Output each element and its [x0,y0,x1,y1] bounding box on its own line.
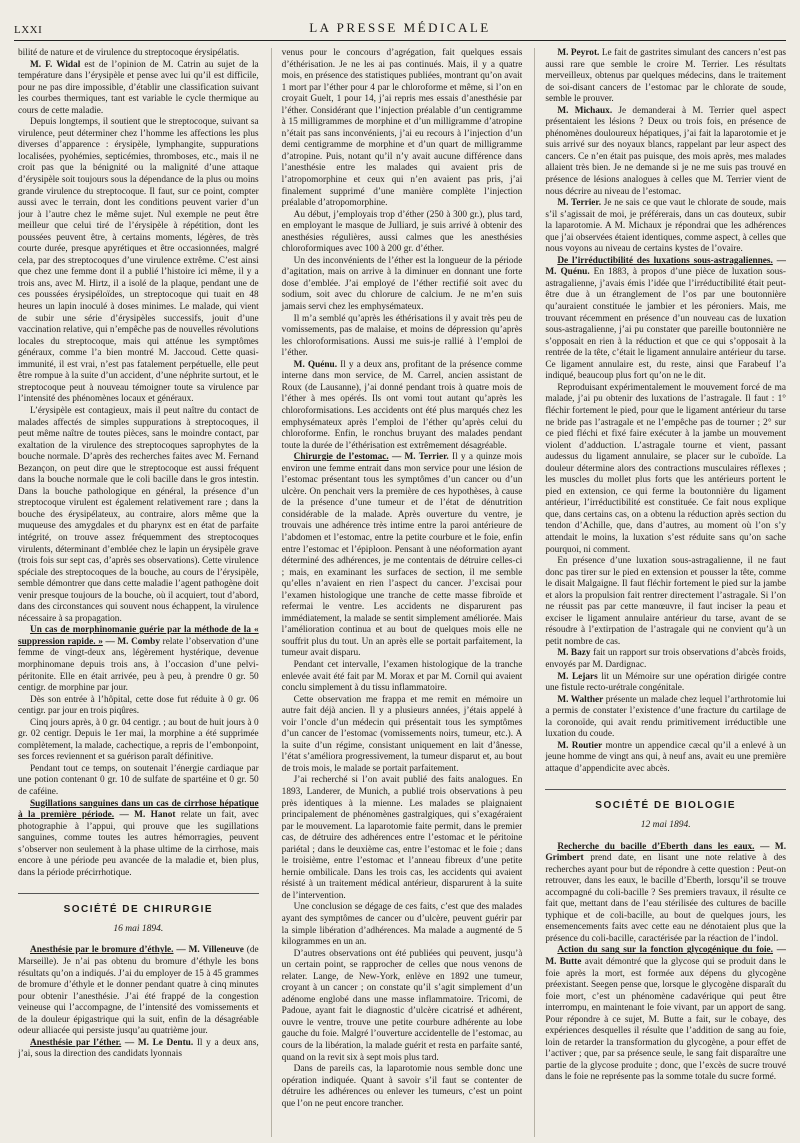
paragraph [545,741,786,776]
speaker-name: M. Lejars [557,671,598,682]
paragraph-text: Je ne sais ce que vaut le chlorate de soude, mais s’il s’agissait de moi, je préférerais, dans un cas douteux, subir la laparotomie. A M. Michaux je répondrai que les adhérences que j’ai observées étaient identiques, comme aspect, à celles que nous voyons au niveau de certains kystes de l’ovaire. [545,198,787,255]
speaker-name: M. F. Widal [30,59,81,70]
paragraph: En présence d’une luxation sous-astragalienne, il ne faut donc pas tirer sur le pied en extension et pousser la tête, comme le disait Malgaigne. Il faut fléchir fortement le pied sur la jambe et alors la propulsion fait rentrer directement l’astragale. Si l’on ne réussit pas par cette manœuvre, il faut inciser la peau et exciser le ligament annulaire antérieur du tarse, avant de se résoudre à l’extirpation de l’astragale qui ne convient qu’à un petit nombre de cas. [545,556,787,647]
paragraph-text: Il y a deux ans, profitant de la présence comme interne dans mon service, de M. Carrel, ancien assistant de Roux (de Lausanne), j’ai donné pendant trois à quatre mois de l’éther à mes opérés. Ils ont vomi tout autant qu’après les chloroformisations. Les accidents ont été plus marqués chez les emphysémateux après l’emploi de l’éther qu’après celui du chloroforme. Enfin, le ronchus bruyant des malades pendant toute la durée de l’éthérisation est extrêmement désagréable. [281,359,523,451]
paragraph [545,106,786,198]
paragraph: D’autres observations ont été publiées qui peuvent, jusqu’à un certain point, se rapprocher de celles que nous venons de relater. Lange, de New-York, enlève en 1892 une tumeur, croyant à un cancer ; on constate qu’il s’agit simplement d’un adénome englobé dans une masse inflammatoire. Tricomi, de Padoue, ayant fait le diagnostic d’ulcère cicatrisé et adhérent, ouvre le ventre, trouve une petite courbure adhérente au lobe gauche du foie. Malgré l’ouverture accidentelle de l’estomac, au cours de la libération, la malade guérit et resta en parfaite santé, quand on la revit six à sept mois plus tard. [281,948,523,1063]
heading-author: — M. Quénu. [545,255,787,278]
paragraph: J’ai recherché si l’on avait publié des faits analogues. En 1893, Landerer, de Munich, a publié trois observations à peu près identiques à la mienne. Les malades se plaignaient principalement de phénomènes gastralgiques, qui s’exagéraient par le mouvement. La laparotomie faite permit, dans le premier cas, de détruire des adhérences entre l’estomac et le péritoine pariétal ; dans le deuxième cas, entre l’estomac et le foie ; dans le troisième, entre l’estomac et l’anneau fibreux d’une petite hernie ombilicale. Dans les trois cas, les accidents qui avaient résisté à un traitement médical antérieur, disparurent à la suite de l’intervention. [281,775,523,901]
article-heading [18,799,259,880]
paragraph: Un des inconvénients de l’éther est la longueur de la période d’agitation, mais on arrive à la diminuer en donnant une forte dose d’emblée. J’ai employé de l’éther rectifié soit avec du sodium, soit avec du chlorure de calcium. Je ne m’en suis jamais servi chez les emphysémateux. [281,255,523,313]
page-number: LXXI [14,24,43,36]
paragraph-text: relate l’observation d’une femme de vingt-deux ans, légèrement hystérique, devenue morphinomane depuis trois ans, à l’occasion d’une pelvi-péritonite. Elle en était arrivée, peu à peu, à prendre 0 gr. 50 centigr. de morphine par jour. [18,636,259,694]
heading-text: Action du sang sur la fonction glycogénique du foie. [557,945,774,956]
paragraph-text: prend date, en lisant une note relative à des recherches ayant pour but de répondre à cette question : Peut-on retrouver, dans les eaux, le bacille d’Eberth, lorsqu’il se trouve accompagné du coli-bacille ? Ses premiers travaux, il résulte ce fait que, mettant dans de l’eau stérilisée des cultures de bacille typhique et de coli-bacille, au bout de quelques jours, les ensemencements faits avec cette eau ne dénotaient plus que la présence du coli-bacille, caractérisée par la réaction de l’indol. [545,853,787,944]
column-3 [534,48,786,1137]
heading-text: Chirurgie de l’estomac. [293,452,389,463]
heading-author: — M. Hanot [119,810,176,821]
paragraph [282,360,523,452]
paragraph-text: est de l’opinion de M. Catrin au sujet de la température dans l’érysipèle et pense avec lui qu’il est difficile, pour ne pas dire impossible, d’établir une classification suivant les courbes thermiques, tant est variable le cycle thermique au cours de cette maladie. [18,59,259,116]
paragraph: Pendant cet intervalle, l’examen histologique de la tranche enlevée avait été fait par M. Morax et par M. Cornil qui avaient conclu simplement à du tissu inflammatoire. [281,659,523,694]
paragraph: Pendant tout ce temps, on soutenait l’énergie cardiaque par une potion contenant 0 gr. 10 de sulfate de spartéine et 0 gr. 50 de caféine. [18,763,259,797]
speaker-name: M. Peyrot. [557,48,600,58]
paragraph: L’érysipèle est contagieux, mais il peut naître du contact de malades affectés de simples suppurations à streptocoques, il peut même naître de toutes pièces, sans le moindre contact, par exaltation de la virulence des streptocoques saprophytes de la bouche normale. D’après des recherches faites avec M. Fernand Bezançon, on peut dire que le streptocoque est aussi fréquent dans la bouche normale que le coli bacille dans le gros intestin. Dans la bouche pathologique en général, la présence d’un streptocoque virulent est également relativement rare ; dans la bouche des érysipélateux, au contraire, alors même que la muqueuse des amygdales et du pharynx est en état de parfaite intégrité, on trouve assez fréquemment des streptocoques virulents, déterminant d’emblée chez le lapin un érysipèle grave (trois fois sur sept cas, d’après ses observations). Cette virulence spéciale des streptocoques de la bouche, au cours de l’érysipèle, semble démontrer que dans cette maladie l’agent pathogène doit venir presque toujours de la bouche, où il acquiert, tout d’abord, dans des circonstances qui souvent nous échappent, la virulence nécessaire à sa propagation. [18,405,259,624]
column-1 [18,48,259,1137]
paragraph: Cinq jours après, à 0 gr. 04 centigr. ; au bout de huit jours à 0 gr. 02 centigr. Depuis le 1er mai, la morphine a été supprimée complètement, la malade, cachectique, a repris de l’embonpoint, ses forces reviennent et sa guérison paraît définitive. [18,717,259,763]
heading-author: — M. Comby [105,636,160,647]
speaker-name: M. Terrier. [557,198,602,209]
article-heading [545,842,786,946]
heading-text: Anesthésie par le bromure d’éthyle. [30,945,174,956]
heading-author: — M. Terrier. [391,452,449,463]
heading-text: Recherche du bacille d’Eberth dans les eaux. [557,841,755,852]
heading-text: De l’irréductibilité des luxations sous-astragaliennes. [557,255,773,266]
paragraph-text: (de Marseille). Je n’ai pas obtenu du bromure d’éthyle les bons résultats qu’on a indiqués. J’ai du employer de 15 à 45 grammes de bromure d’éthyle et le donner pendant quatre à cinq minutes pour obtenir l’anesthésie. J’ai été frappé de la congestion veineuse qui l’accompagne, de l’intensité des vomissements et de la douleur épigastrique qui la suit, enfin de la désagréable odeur alliacée qui persiste jusqu’au quatrième jour. [18,945,259,1037]
paragraph: Dans de pareils cas, la laparotomie nous semble donc une opération indiquée. Quant à savoir s’il faut se contenter de détruire les adhérences ou enlever les tumeurs, c’est un point que l’on ne peut encore trancher. [281,1064,523,1109]
paragraph-text: Le fait de gastrites simulant des cancers n’est pas aussi rare que semble le croire M. Terrier. Les résultats merveilleux, obtenus par quelques médecins, dans le traitement de soi-disant cancers de l’estomac par le chlorate de soude, semble le prouver. [545,48,787,105]
heading-text: Anesthésie par l’éther. [30,1037,122,1048]
paragraph [545,48,786,106]
paragraph: Cette observation me frappa et me remit en mémoire un autre fait déjà ancien. Il y a plusieurs années, j’étais appelé à voir l’oncle d’un médecin qui présentait tous les symptômes d’un cancer de l’estomac (vomissements noirs, tumeur, etc.). A la suite d’un régime, consistant uniquement en lait d’ânesse, l’état s’améliora progressivement, la tumeur disparut et, au bout de trois mois, le malade se portait parfaitement. [281,694,523,774]
paragraph [545,672,786,695]
paragraph-text: lit un Mémoire sur une opération dirigée contre une fistule recto-urétrale congénitale. [545,671,787,694]
paragraph: Depuis longtemps, il soutient que le streptocoque, suivant sa virulence, peut déterminer chez l’homme les affections les plus diverses d’apparence : érysipèle, lymphangite, suppurations localisées, pyohémies, septicémies, thromboses, etc., mais il ne croit pas que la bénignité ou la malignité d’une attaque d’érysipèle soit toujours sous la dépendance de la plus ou moins grande virulence du streptocoque. Il faut, sur ce point, compter aussi avec le terrain, dont les conditions peuvent varier d’un jour à l’autre chez le même sujet. Nul exemple ne peut être meilleur que celui tiré de l’érysipèle à répétition, dont les poussées peuvent être, à certains moments, légères, de très courte durée, presque apyrétiques et être occasionnées, malgré cela, par des streptocoques d’une virulence extrême. C’est ainsi que chez une femme dont il a publié l’histoire ici même, il y a trois ans, avec M. Hirtz, il a isolé de la plaque, pendant une de ces poussées érysipéloïdes, un streptocoque qui tuait en 48 heures un lapin inoculé à doses minimes. Le malade, qui vient de subir une série d’érysipèles successifs, jouit d’une vaccination relative, qui n’empêche pas de nouvelles révolutions locales du streptocoque, mais qui atténue les symptômes généraux, comme l’a bien montré M. Jaccoud. Cette quasi-immunité, il est vrai, n’est pas fatalement perpétuelle, elle peut être rompue à la suite d’un accident, d’une néphrite surtout, et le streptocoque peut à nouveau témoigner toute sa virulence par l’intensité des phénomènes locaux et généraux. [18,117,259,405]
heading-text: Sugillations sanguines dans un cas de cirrhose hépatique à la première période. [18,798,259,821]
paragraph: Au début, j’employais trop d’éther (250 à 300 gr.), plus tard, en employant le masque de Julliard, je suis arrivé à obtenir des anesthésies régulières, aussi calmes que les anesthésies chloroformiques avec 100 à 200 gr. d’éther. [281,209,523,255]
paragraph: Reproduisant expérimentalement le mouvement forcé de ma malade, j’ai pu obtenir des luxations de l’astragale. Il faut : 1° fléchir fortement le pied, pour que le ligament antérieur du tarse ne bride pas l’astragale et ne l’empêche pas de tourner ; 2° sur ce pied fléchi et fixé faire exécuter à la jambe un mouvement violent d’adduction. L’astragale tourne et vient, passant audessus du ligament annulaire, se placer sur le cuboïde. La douleur détermine alors des contractions musculaires réflexes ; les muscles du mollet plus forts que les antérieurs portent le pied en extension, ce qui ferme la boutonnière du ligament antérieur, l’irréductibilité est constituée. Ce fait nous explique que, dans certains cas, on a obtenu la réduction après section du tendon d’Achille, que, dans d’autres, au moment où l’on s’y attendait le moins, la luxation s’est réduite sans qu’on sache pourquoi, ni comment. [545,382,787,555]
column-2 [271,48,523,1137]
journal-title: LA PRESSE MÉDICALE [309,20,491,35]
section-title: SOCIÉTÉ DE BIOLOGIE [545,789,786,812]
paragraph-text: Il y a deux ans, j’ai, sous la direction des candidats lyonnais [18,1037,259,1060]
paragraph-text: avait démontré que la glycose qui se produit dans le foie après la mort, est formée aux dépens du glycogène préexistant. Seegen pense que, lorsque le glycogène disparaît du foie mort, c’est un phénomène cadavérique qui peut être interrompu, en maintenant le foie vivant, par un apport de sang. Pour répondre à ce sujet, M. Butte a fait, sur le cobaye, des expériences desquelles il résulte que l’addition de sang au foie, loin de retarder la transformation du glycogène, a pour effet de l’activer ; que, par sa présence seule, le sang fait disparaître une partie de la glycose produite ; donc, que l’excès de sucre trouvé dans le foie ne représente pas la somme totale du sucre formé. [545,957,787,1083]
article-heading [282,452,523,660]
paragraph-text: montre un appendice cæcal qu’il a enlevé à un jeune homme de vingt ans qui, à neuf ans, avait eu une première attaque d’appendicite avec abcès. [545,740,787,774]
paragraph-text: Je demanderai à M. Terrier quel aspect présentaient les lésions ? Deux ou trois fois, en présence de phénomènes douloureux hépatiques, j’ai fait la laparotomie et je suis arrivé sur des noyaux blancs, rappelant par leur aspect des cancers. Ce n’en était pas puisque, des mois après, mes malades allaient très bien. Je ne demande si je ne me suis pas trouvé en présence de lésions analogues à celles que M. Terrier vient de nous décrire au niveau de l’estomac. [545,105,787,197]
columns [18,48,786,1137]
heading-author: — M. Butte [545,945,787,968]
article-heading [545,945,786,1084]
paragraph-text: relate un fait, avec photographie à l’appui, qui prouve que les sugillations sanguines, comme toutes les autres hémorragies, peuvent s’observer non seulement à la phase ultime de la cirrhose, mais encore à une période peu avancée de la maladie et, bien plus, dans la période précirrhotique. [18,810,259,878]
speaker-name: M. Walther [557,694,604,705]
section-date: 16 mai 1894. [113,923,164,934]
paragraph [545,695,786,741]
heading-author: — M. Le Dentu. [124,1037,194,1048]
paragraph [18,60,259,118]
heading-author: — M. Villeneuve [176,945,244,956]
heading-text: Un cas de morphinomanie guérie par la méthode de la « suppression rapide. » [18,625,259,647]
speaker-name: M. Routier [557,740,603,751]
paragraph: Il m’a semblé qu’après les éthérisations il y avait très peu de vomissements, pas de malaise, et moins de dépression qu’après les chloroformisations. Aussi me suis-je rallié à l’emploi de l’éther. [281,313,523,359]
paragraph-text: Il y a quinze mois environ une femme entrait dans mon service pour une lésion de l’estomac présentant tous les symptômes d’un cancer ou d’un ulcère. On penchait vers la première de ces hypothèses, à cause de la présence d’une tumeur et de l’état de dénutrition considérable de la malade. Après ouverture du ventre, je trouvais une adhérence très intime entre la paroi antérieure de l’abdomen et l’estomac, entre la petite courbure et le foie, enfin entre l’estomac et l’épiploon. Pensant à une néoformation ayant déterminé des adhérences, je me contentais de détruire celles-ci ; mais, en examinant les surfaces de section, il me semble qu’elles n’avaient en rien l’aspect du cancer. J’excisai pour l’examen histologique une tranche de cette masse fibroïde et refermai le ventre. Les accidents ne disparurent pas immédiatement, la malade se sentit simplement améliorée. Mais l’amélioration continua et au bout de quelques mois elle ne souffrit plus du tout. Un an après elle se portait parfaitement, la tumeur avait disparu. [281,452,523,659]
paragraph [545,648,786,671]
section-date: 12 mai 1894. [640,820,691,830]
article-heading [18,625,259,694]
paragraph-text: fait un rapport sur trois observations d’abcès froids, envoyés par M. Dardignac. [545,648,787,670]
paragraph: bilité de nature et de virulence du streptocoque érysipélatis. [18,48,240,58]
article-heading [545,256,786,383]
article-heading [18,945,259,1037]
paragraph-text: présente un malade chez lequel l’arthrotomie lui a permis de constater l’existence d’une fracture du cartilage de la coronoïde, qui avait rendu primitivement irréductible une luxation du coude. [545,694,787,740]
paragraph: Une conclusion se dégage de ces faits, c’est que des malades ayant des symptômes de cancer ou d’ulcère, peuvent guérir par la simple libération d’adhérences. Ma malade a augmenté de 5 kilogrammes en un an. [281,902,523,948]
paragraph: Dès son entrée à l’hôpital, cette dose fut réduite à 0 gr. 06 centigr. par jour en trois piqûres. [18,694,259,717]
section-title: SOCIÉTÉ DE CHIRURGIE [18,893,259,916]
heading-author: — M. Grimbert [545,841,787,864]
page-header [14,10,786,41]
paragraph [545,198,786,256]
paragraph: venus pour le concours d’agrégation, fait quelques essais d’éthérisation. Je ne les ai pas continués. Mais, il y a quatre mois, en présence des statistiques publiées, montrant qu’on avait 1 mort par l’éther pour 4 par le chloroforme et même, si l’on en croyait Guelt, 1 pour 14, j’ai repris mes essais d’anesthésie par l’éther. Considérant que l’injection préalable d’un centigramme à 15 milligrammes de morphine et d’un milligramme d’atropine n’était pas sans inconvénients, j’ai eu recours à l’injection d’un demi centigramme de morphine et d’un quart de milligramme d’atropine. Puis, notant qu’il n’y avait aucune différence dans l’anesthésie entre les malades qui avaient pris de l’atropomorphine et ceux qui n’en avaient pas pris, j’ai finalement supprimé d’une manière complète l’injection préalable d’atropomorphine. [281,48,523,209]
article-heading [18,1038,259,1061]
speaker-name: M. Bazy [557,648,591,659]
paragraph-text: En 1883, à propos d’une pièce de luxation sous-astragalienne, j’avais émis l’idée que l’irréductibilité était peut-être due à un étranglement de l’os par une boutonnière qu’auraient constituée le jambier et les péroniers. Mais, me trouvant récemment en présence d’un nouveau cas de luxation sous-astragalienne, j’ai pu constater que pareille boutonnière ne s’opposait en rien à la réduction et que ce qui s’opposait à la rentrée de la tête, c’était le ligament annulaire antérieur du tarse. Ce ligament annulaire est, du reste, ainsi que Farabeuf l’a indiqué, beaucoup plus fort qu’on ne le dit. [545,267,787,382]
speaker-name: M. Quénu. [293,359,338,370]
speaker-name: M. Michaux. [557,105,613,116]
